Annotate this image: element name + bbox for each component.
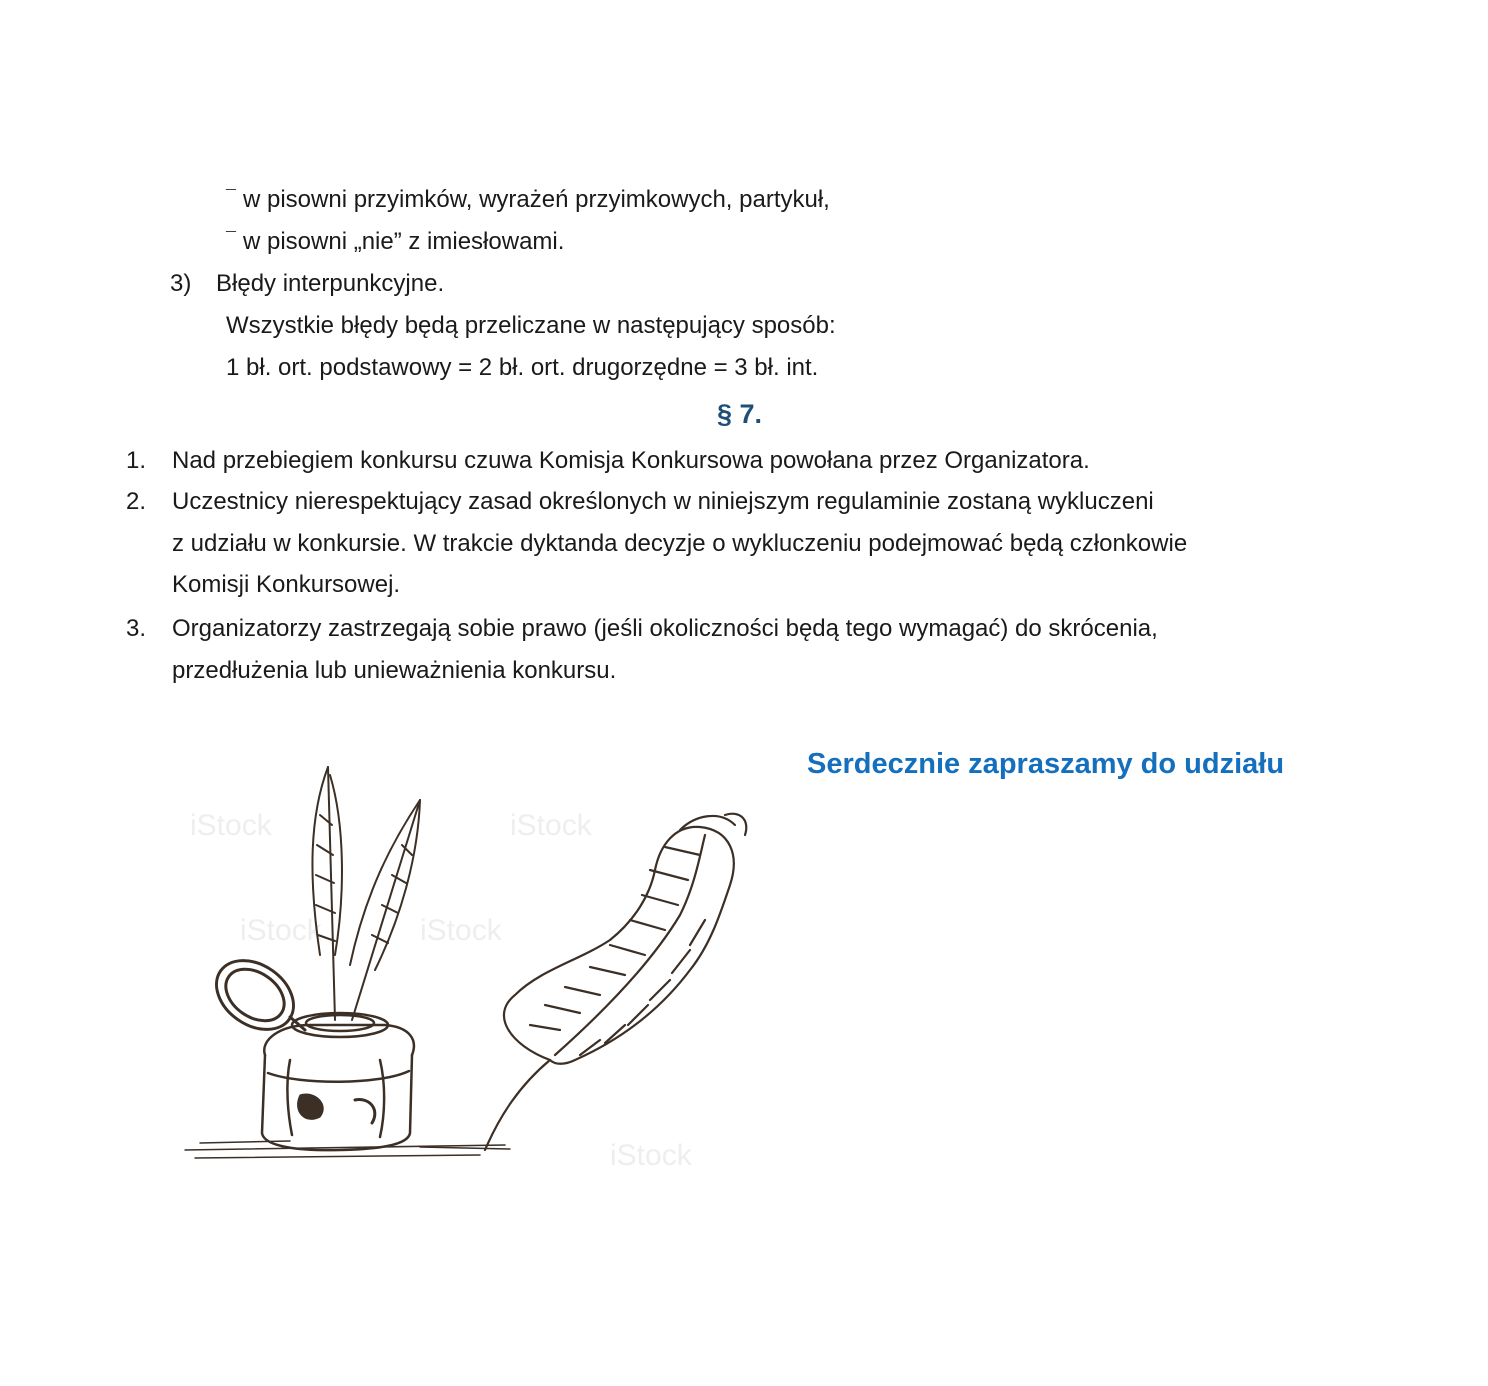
point-text: Błędy interpunkcyjne. (216, 270, 445, 297)
svg-text:iStock: iStock (510, 809, 592, 842)
point-detail: 1 bł. ort. podstawowy = 2 bł. ort. drugorzędne = 3 bł. int. (226, 354, 819, 381)
sublist-item: w pisowni „nie” z imiesłowami. (243, 228, 565, 255)
svg-text:iStock: iStock (420, 914, 502, 947)
svg-text:iStock: iStock (610, 1139, 692, 1170)
list-item: z udziału w konkursie. W trakcie dyktanda decyzje o wykluczeniu podejmować będą członkowie (172, 530, 1188, 557)
list-item-number: 3. (126, 615, 147, 642)
list-item: Nad przebiegiem konkursu czuwa Komisja Konkursowa powołana przez Organizatora. (172, 447, 1090, 474)
closing-invitation: Serdecznie zapraszamy do udziału (807, 748, 1285, 780)
svg-text:iStock: iStock (240, 914, 322, 947)
section-heading: § 7. (717, 399, 763, 429)
inkwell-quills-icon (180, 755, 750, 1170)
list-item: Organizatorzy zastrzegają sobie prawo (jeśli okoliczności będą tego wymagać) do skrócenia, (172, 615, 1158, 642)
sublist-marker: ¯ (226, 187, 236, 207)
list-item: Uczestnicy nierespektujący zasad określonych w niniejszym regulaminie zostaną wykluczeni (172, 488, 1154, 515)
point-detail: Wszystkie błędy będą przeliczane w następujący sposób: (226, 312, 836, 339)
inkwell-quills-illustration (180, 755, 750, 1170)
list-item: Komisji Konkursowej. (172, 571, 401, 598)
point-number: 3) (170, 270, 192, 297)
list-item-number: 2. (126, 488, 147, 515)
list-item-number: 1. (126, 447, 147, 474)
svg-text:iStock: iStock (190, 809, 272, 842)
sublist-item: w pisowni przyimków, wyrażeń przyimkowych, partykuł, (243, 186, 830, 213)
list-item: przedłużenia lub unieważnienia konkursu. (172, 657, 617, 684)
sublist-marker: ¯ (226, 229, 236, 249)
